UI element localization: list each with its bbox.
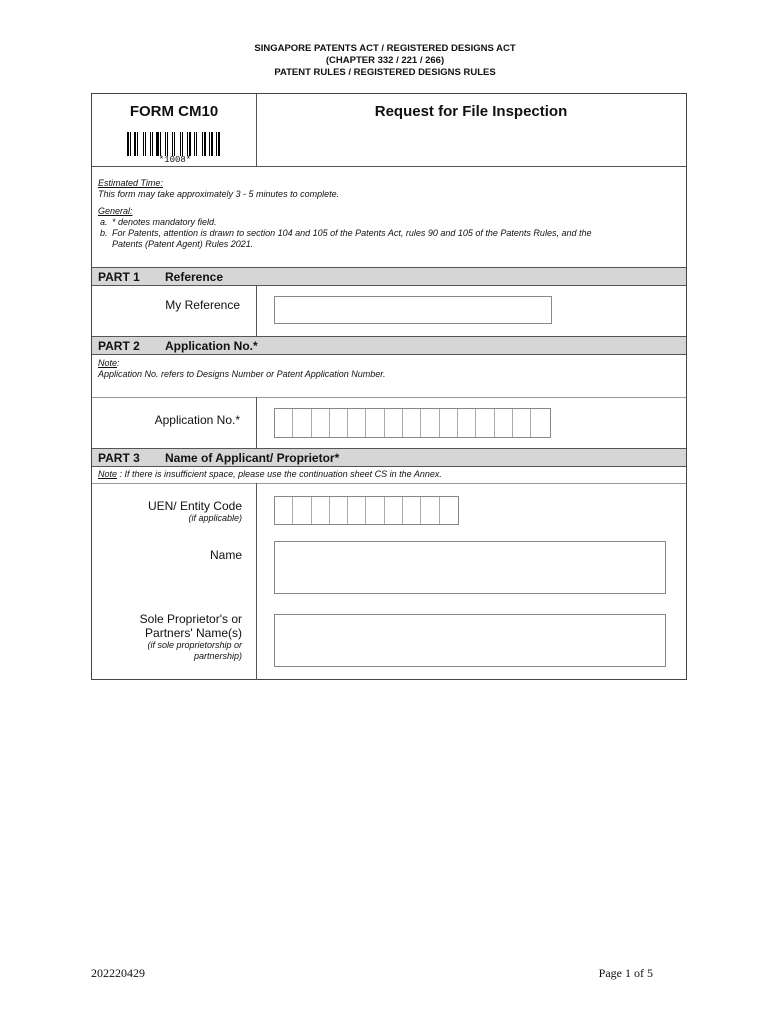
my-reference-label: My Reference [165, 298, 240, 312]
uen-sublabel: (if applicable) [188, 513, 242, 523]
application-no-cell[interactable] [403, 409, 421, 437]
uen-cell[interactable] [312, 497, 330, 524]
uen-cell[interactable] [440, 497, 458, 524]
part2-note-text: Application No. refers to Designs Number or Patent Application Number. [98, 369, 386, 379]
header-line-1: SINGAPORE PATENTS ACT / REGISTERED DESIGNS ACT [254, 43, 516, 54]
sole-proprietor-label-1: Sole Proprietor's or [139, 612, 242, 626]
uen-label-group [92, 499, 242, 524]
application-no-cell[interactable] [458, 409, 476, 437]
uen-cell[interactable] [348, 497, 366, 524]
barcode-text: *1008* [158, 155, 192, 165]
estimated-time-text: This form may take approximately 3 - 5 minutes to complete. [98, 189, 340, 199]
application-no-cell[interactable] [440, 409, 458, 437]
sole-proprietor-input[interactable] [274, 614, 666, 667]
uen-cell[interactable] [366, 497, 384, 524]
uen-cell[interactable] [421, 497, 439, 524]
application-no-label: Application No.* [154, 413, 240, 427]
uen-cell[interactable] [293, 497, 311, 524]
header-line-2: (CHAPTER 332 / 221 / 266) [325, 55, 445, 66]
intro-block [98, 178, 678, 250]
form-code: FORM CM10 [129, 103, 219, 120]
part3-note-text: : If there is insufficient space, please use the continuation sheet CS in the Annex. [117, 469, 442, 479]
uen-label: UEN/ Entity Code [147, 499, 242, 513]
sole-proprietor-sub-1: (if sole proprietorship or [147, 640, 242, 650]
part2-note [98, 358, 678, 380]
name-label: Name [209, 548, 242, 562]
uen-cell[interactable] [403, 497, 421, 524]
part3-note-label: Note [98, 469, 118, 479]
part1-title: Reference [165, 270, 224, 284]
uen-cell[interactable] [330, 497, 348, 524]
application-no-cell[interactable] [385, 409, 403, 437]
uen-cell[interactable] [385, 497, 403, 524]
barcode [127, 132, 223, 156]
part3-number: PART 3 [98, 451, 140, 465]
application-no-cell[interactable] [348, 409, 366, 437]
footer-page-number: Page 1 of 5 [598, 966, 653, 980]
part3-header [92, 448, 686, 467]
application-no-cell[interactable] [513, 409, 531, 437]
application-no-cell[interactable] [330, 409, 348, 437]
item-a-text: * denotes mandatory field. [112, 217, 217, 227]
uen-entity-code-input[interactable] [274, 496, 459, 525]
part1-header [92, 267, 686, 286]
footer-code: 202220429 [91, 966, 145, 980]
part3-note [98, 469, 678, 480]
application-no-cell[interactable] [495, 409, 513, 437]
application-no-cell[interactable] [531, 409, 549, 437]
header-line-3: PATENT RULES / REGISTERED DESIGNS RULES [274, 67, 496, 78]
estimated-time-label: Estimated Time: [98, 178, 163, 188]
part3-title: Name of Applicant/ Proprietor* [165, 451, 340, 465]
part2-note-label: Note [98, 358, 118, 368]
sole-proprietor-label-group [92, 612, 242, 662]
application-no-cell[interactable] [476, 409, 494, 437]
part1-number: PART 1 [98, 270, 140, 284]
name-input[interactable] [274, 541, 666, 594]
part2-header [92, 336, 686, 355]
part2-note-colon: : [117, 358, 120, 368]
application-no-cell[interactable] [366, 409, 384, 437]
general-item-b [98, 228, 678, 250]
sole-proprietor-label-2: Partners' Name(s) [145, 626, 242, 640]
application-no-cell[interactable] [421, 409, 439, 437]
part2-title: Application No.* [165, 339, 258, 353]
form-title: Request for File Inspection [374, 103, 568, 120]
general-label: General: [98, 206, 133, 216]
application-no-cell[interactable] [312, 409, 330, 437]
item-b-text-1: For Patents, attention is drawn to section 104 and 105 of the Patents Act, rules 90 and 105 of the Patents Rules, and the [112, 228, 592, 238]
form-cm10 [91, 93, 687, 680]
sole-proprietor-sub-2: partnership) [193, 651, 242, 661]
item-b-marker: b. [100, 228, 108, 238]
general-item-a [98, 217, 678, 228]
uen-cell[interactable] [275, 497, 293, 524]
my-reference-input[interactable] [274, 296, 552, 324]
application-no-cell[interactable] [293, 409, 311, 437]
application-no-cell[interactable] [275, 409, 293, 437]
application-no-input[interactable] [274, 408, 551, 438]
item-b-text-2: Patents (Patent Agent) Rules 2021. [112, 239, 254, 249]
item-a-marker: a. [100, 217, 108, 227]
part2-number: PART 2 [98, 339, 140, 353]
